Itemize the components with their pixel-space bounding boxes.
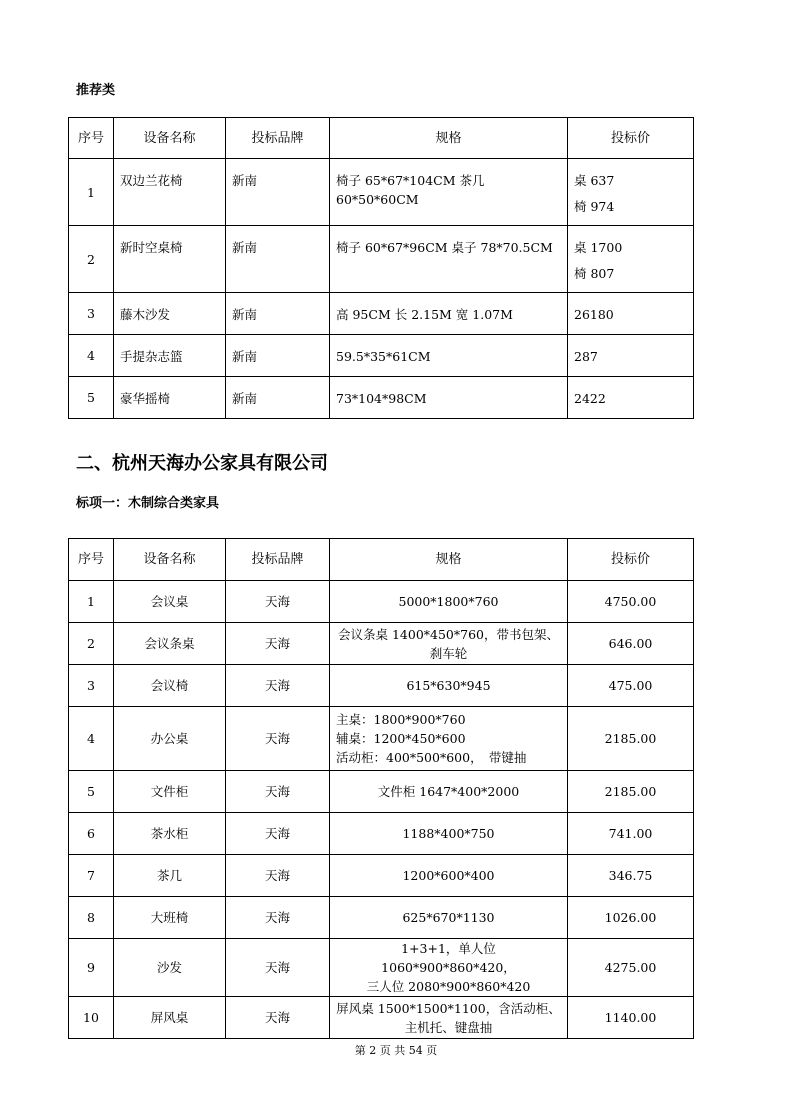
cell-name: 手提杂志篮 xyxy=(114,335,226,377)
cell-spec: 文件柜 1647*400*2000 xyxy=(330,771,568,813)
lot-heading: 标项一：木制综合类家具 xyxy=(76,496,220,511)
spec-line: 刹车轮 xyxy=(429,645,468,661)
header-spec: 规格 xyxy=(330,118,568,159)
cell-name: 大班椅 xyxy=(114,897,226,939)
cell-brand: 天海 xyxy=(226,855,330,897)
cell-brand: 新南 xyxy=(226,377,330,419)
cell-brand: 天海 xyxy=(226,997,330,1039)
cell-spec: 5000*1800*760 xyxy=(330,581,568,623)
cell-name: 会议椅 xyxy=(114,665,226,707)
company-heading: 二、杭州天海办公家具有限公司 xyxy=(76,453,328,474)
cell-spec xyxy=(330,623,568,665)
cell-no: 1 xyxy=(69,581,114,623)
cell-name: 沙发 xyxy=(114,939,226,997)
cell-name: 会议桌 xyxy=(114,581,226,623)
cell-spec: 椅子 65*67*104CM 茶几 60*50*60CM xyxy=(330,159,568,226)
cell-no: 6 xyxy=(69,813,114,855)
table-row xyxy=(69,226,694,293)
cell-brand: 天海 xyxy=(226,665,330,707)
cell-no: 10 xyxy=(69,997,114,1039)
cell-spec: 1200*600*400 xyxy=(330,855,568,897)
spec-line: 主桌：1800*900*760 xyxy=(336,712,466,727)
price-line: 桌 1700 xyxy=(574,240,623,255)
table-row xyxy=(69,707,694,771)
lot-one-table xyxy=(68,538,694,1039)
cell-price: 2185.00 xyxy=(568,771,694,813)
table-row xyxy=(69,997,694,1039)
table-row xyxy=(69,581,694,623)
cell-name: 藤木沙发 xyxy=(114,293,226,335)
cell-name: 会议条桌 xyxy=(114,623,226,665)
cell-price: 4750.00 xyxy=(568,581,694,623)
spec-line: 三人位 2080*900*860*420 xyxy=(366,979,531,994)
cell-brand: 新南 xyxy=(226,159,330,226)
cell-no: 8 xyxy=(69,897,114,939)
cell-spec: 1188*400*750 xyxy=(330,813,568,855)
cell-price: 2422 xyxy=(568,377,694,419)
price-line: 椅 807 xyxy=(574,266,615,281)
cell-price xyxy=(568,226,694,293)
header-price: 投标价 xyxy=(568,118,694,159)
cell-brand: 天海 xyxy=(226,897,330,939)
table-row xyxy=(69,623,694,665)
cell-spec: 高 95CM 长 2.15M 宽 1.07M xyxy=(330,293,568,335)
cell-no: 2 xyxy=(69,226,114,293)
table-row xyxy=(69,771,694,813)
cell-brand: 天海 xyxy=(226,581,330,623)
header-brand: 投标品牌 xyxy=(226,118,330,159)
cell-brand: 天海 xyxy=(226,813,330,855)
cell-brand: 新南 xyxy=(226,226,330,293)
page-footer: 第 2 页 共 54 页 xyxy=(354,1044,438,1057)
cell-price xyxy=(568,159,694,226)
table-row xyxy=(69,377,694,419)
cell-spec: 625*670*1130 xyxy=(330,897,568,939)
cell-price: 475.00 xyxy=(568,665,694,707)
cell-price: 741.00 xyxy=(568,813,694,855)
price-line: 椅 974 xyxy=(574,199,615,214)
header-price: 投标价 xyxy=(568,539,694,581)
cell-no: 5 xyxy=(69,771,114,813)
cell-price: 646.00 xyxy=(568,623,694,665)
cell-no: 3 xyxy=(69,665,114,707)
cell-spec: 椅子 60*67*96CM 桌子 78*70.5CM xyxy=(330,226,568,293)
table-row xyxy=(69,293,694,335)
cell-price: 287 xyxy=(568,335,694,377)
spec-line: 辅桌：1200*450*600 xyxy=(336,731,466,746)
cell-spec: 73*104*98CM xyxy=(330,377,568,419)
cell-spec xyxy=(330,997,568,1039)
cell-no: 4 xyxy=(69,335,114,377)
cell-no: 5 xyxy=(69,377,114,419)
cell-price: 4275.00 xyxy=(568,939,694,997)
cell-name: 屏风桌 xyxy=(114,997,226,1039)
cell-name: 茶水柜 xyxy=(114,813,226,855)
cell-brand: 天海 xyxy=(226,939,330,997)
table-row xyxy=(69,897,694,939)
table-row xyxy=(69,665,694,707)
cell-no: 4 xyxy=(69,707,114,771)
table-row xyxy=(69,813,694,855)
cell-name: 新时空桌椅 xyxy=(114,226,226,293)
cell-spec: 59.5*35*61CM xyxy=(330,335,568,377)
recommend-table xyxy=(68,117,694,419)
cell-brand: 天海 xyxy=(226,707,330,771)
cell-no: 3 xyxy=(69,293,114,335)
section-heading-recommend: 推荐类 xyxy=(76,83,116,98)
cell-no: 1 xyxy=(69,159,114,226)
cell-price: 1026.00 xyxy=(568,897,694,939)
cell-spec xyxy=(330,939,568,997)
cell-brand: 天海 xyxy=(226,623,330,665)
cell-no: 2 xyxy=(69,623,114,665)
spec-line: 主机托、键盘抽 xyxy=(404,1019,493,1035)
table-row xyxy=(69,335,694,377)
cell-no: 9 xyxy=(69,939,114,997)
cell-name: 豪华摇椅 xyxy=(114,377,226,419)
cell-name: 茶几 xyxy=(114,855,226,897)
cell-name: 办公桌 xyxy=(114,707,226,771)
cell-name: 双边兰花椅 xyxy=(114,159,226,226)
table-header-row xyxy=(69,118,694,159)
cell-price: 1140.00 xyxy=(568,997,694,1039)
cell-brand: 天海 xyxy=(226,771,330,813)
table-row xyxy=(69,855,694,897)
header-spec: 规格 xyxy=(330,539,568,581)
header-brand: 投标品牌 xyxy=(226,539,330,581)
table-header-row xyxy=(69,539,694,581)
cell-brand: 新南 xyxy=(226,335,330,377)
header-no: 序号 xyxy=(69,118,114,159)
cell-price: 2185.00 xyxy=(568,707,694,771)
table-row xyxy=(69,159,694,226)
price-line: 桌 637 xyxy=(574,173,615,188)
header-name: 设备名称 xyxy=(114,118,226,159)
spec-line: 活动柜：400*500*600， 带键抽 xyxy=(336,750,527,765)
cell-spec xyxy=(330,707,568,771)
header-no: 序号 xyxy=(69,539,114,581)
cell-name: 文件柜 xyxy=(114,771,226,813)
spec-line: 屏风桌 1500*1500*1100，含活动柜、 xyxy=(336,1000,561,1016)
cell-spec: 615*630*945 xyxy=(330,665,568,707)
spec-line: 会议条桌 1400*450*760，带书包架、 xyxy=(337,626,559,642)
cell-no: 7 xyxy=(69,855,114,897)
table-row xyxy=(69,939,694,997)
cell-price: 346.75 xyxy=(568,855,694,897)
cell-price: 26180 xyxy=(568,293,694,335)
spec-line: 1+3+1，单人位 1060*900*860*420， xyxy=(381,941,516,975)
cell-brand: 新南 xyxy=(226,293,330,335)
header-name: 设备名称 xyxy=(114,539,226,581)
